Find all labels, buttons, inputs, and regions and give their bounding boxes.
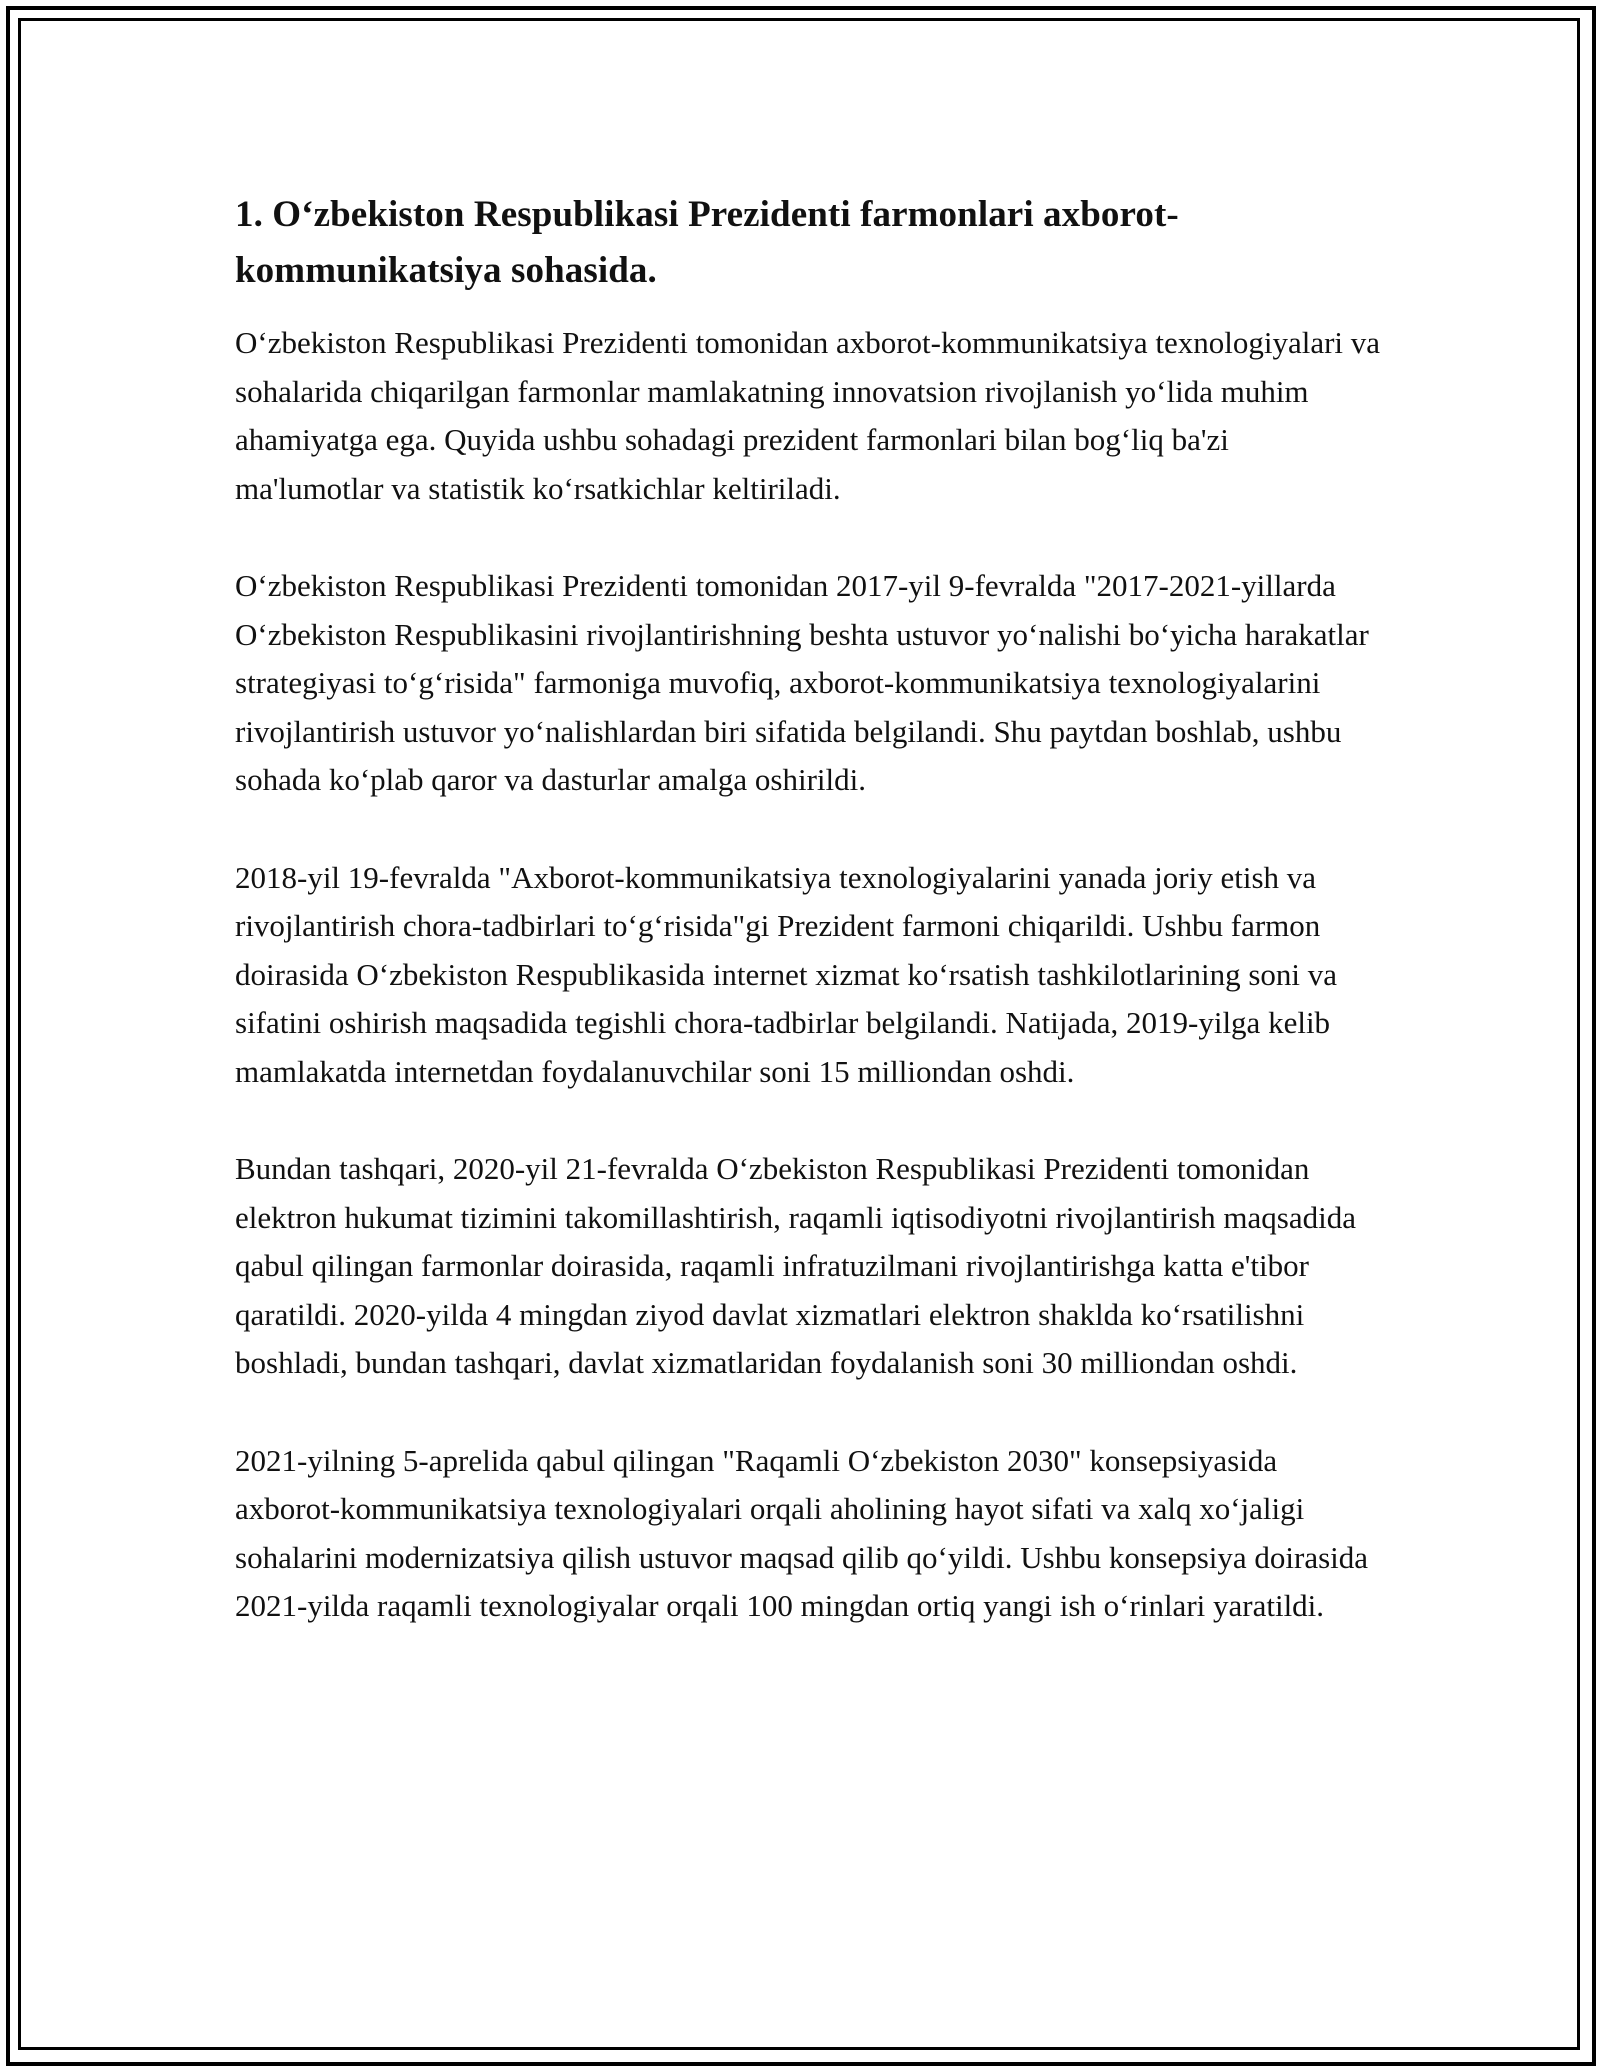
paragraph-2017-decree: O‘zbekiston Respublikasi Prezidenti tomonidan 2017-yil 9-fevralda "2017-2021-yillarda O‘zbekiston Respublikasini rivojlantirishning beshta ustuvor yo‘nalishi bo‘yicha harakatlar strategiyasi to‘g‘risida" farmoniga muvofiq, axborot-kommunikatsiya texnologiyalarini rivojlantirish ustuvor yo‘nalishlardan biri sifatida belgilandi. Shu paytdan boshlab, ushbu sohada ko‘plab qaror va dasturlar amalga oshirildi. — [235, 568, 1369, 797]
paragraph-2020-decree: Bundan tashqari, 2020-yil 21-fevralda O‘zbekiston Respublikasi Prezidenti tomonidan elektron hukumat tizimini takomillashtirish, raqamli iqtisodiyotni rivojlantirish maqsadida qabul qilingan farmonlar doirasida, raqamli infratuzilmani rivojlantirishga katta e'tibor qaratildi. 2020-yilda 4 mingdan ziyod davlat xizmatlari elektron shaklda ko‘rsatilishni boshladi, bundan tashqari, davlat xizmatlaridan foydalanish soni 30 milliondan oshdi. — [235, 1151, 1356, 1380]
paragraph-2021-concept: 2021-yilning 5-aprelida qabul qilingan "Raqamli O‘zbekiston 2030" konsepsiyasida axborot-kommunikatsiya texnologiyalari orqali aholining hayot sifati va xalq xo‘jaligi sohalarini modernizatsiya qilish ustuvor maqsad qilib qo‘yildi. Ushbu konsepsiya doirasida 2021-yilda raqamli texnologiyalar orqali 100 mingdan ortiq yangi ish o‘rinlari yaratildi. — [235, 1442, 1369, 1623]
document-body — [235, 187, 1385, 1680]
section-heading: 1. O‘zbekiston Respublikasi Prezidenti farmonlari axborot-kommunikatsiya sohasida. — [235, 194, 1179, 291]
paragraph-2018-decree: 2018-yil 19-fevralda "Axborot-kommunikatsiya texnologiyalarini yanada joriy etish va rivojlantirish chora-tadbirlari to‘g‘risida"gi Prezident farmoni chiqarildi. Ushbu farmon doirasida O‘zbekiston Respublikasida internet xizmat ko‘rsatish tashkilotlarining soni va sifatini oshirish maqsadida tegishli chora-tadbirlar belgilandi. Natijada, 2019-yilga kelib mamlakatda internetdan foydalanuvchilar soni 15 milliondan oshdi. — [235, 859, 1337, 1089]
paragraph-intro: O‘zbekiston Respublikasi Prezidenti tomonidan axborot-kommunikatsiya texnologiyalari va sohalarida chiqarilgan farmonlar mamlakatning innovatsion rivojlanish yo‘lida muhim ahamiyatga ega. Quyida ushbu sohadagi prezident farmonlari bilan bog‘liq ba'zi ma'lumotlar va statistik ko‘rsatkichlar keltiriladi. — [235, 325, 1381, 506]
